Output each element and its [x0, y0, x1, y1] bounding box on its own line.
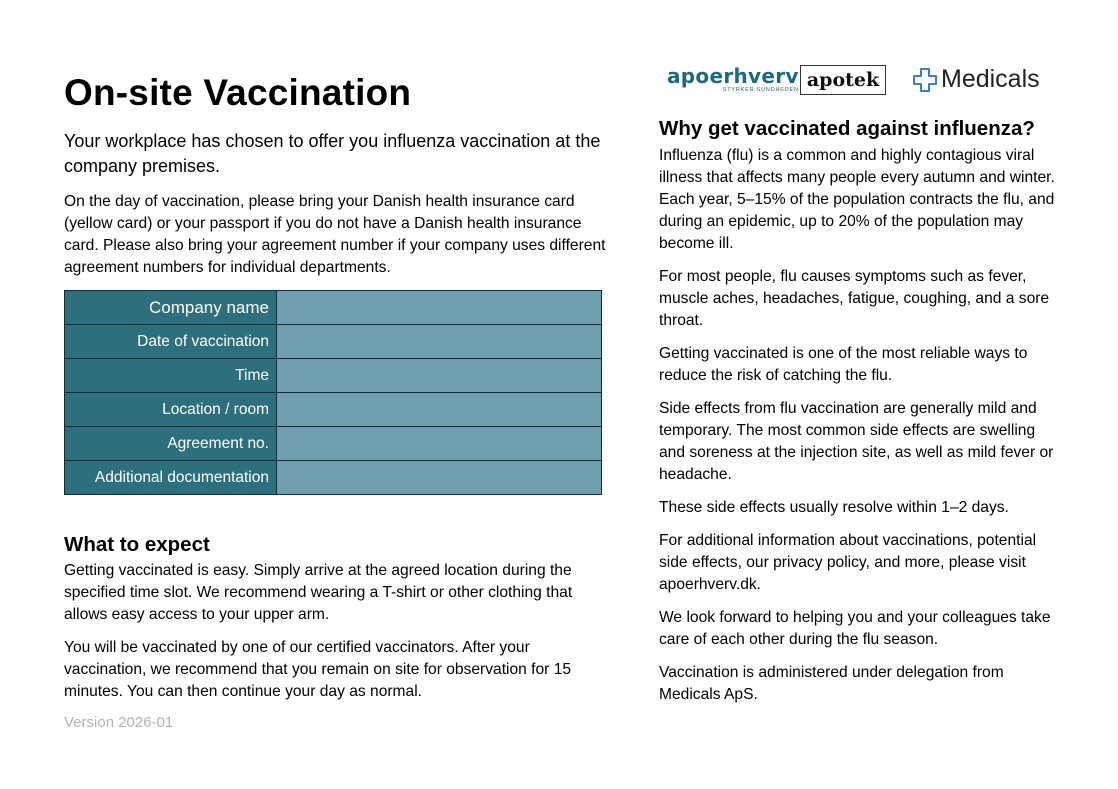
logo-bar [659, 62, 1059, 102]
why-paragraph: Influenza (flu) is a common and highly contagious viral illness that affects many people every autumn and winter. Each year, 5–15% of the population contracts the flu, and during an epidemic, up to 20% of the population may become ill. [659, 147, 1055, 252]
what-to-expect-heading: What to expect [64, 533, 210, 556]
table-row [65, 325, 602, 359]
company-name-label: Company name [65, 291, 277, 325]
what-to-expect-section [64, 560, 616, 714]
medicals-logo-text: Medicals [941, 65, 1040, 93]
apoerhverv-logo [667, 64, 799, 93]
why-paragraph: For additional information about vaccinations, potential side effects, our privacy policy, and more, please visit apoerhverv.dk. [659, 532, 1037, 593]
page-title: On-site Vaccination [64, 72, 412, 113]
why-vaccinate-section [659, 145, 1059, 717]
time-field[interactable] [277, 359, 602, 393]
agreement-no-field[interactable] [277, 427, 602, 461]
table-row [65, 427, 602, 461]
why-paragraph: Side effects from flu vaccination are generally mild and temporary. The most common side effects are swelling and soreness at the injection site, as well as mild fever or headache. [659, 400, 1054, 483]
why-paragraph: We look forward to helping you and your colleagues take care of each other during the flu season. [659, 609, 1051, 648]
version-label: Version 2026-01 [64, 714, 174, 731]
why-paragraph: These side effects usually resolve within 1–2 days. [659, 499, 1009, 516]
additional-documentation-label: Additional documentation [65, 461, 277, 495]
apoerhverv-tagline: STYRKER SUNDHEDEN [722, 87, 799, 93]
table-row [65, 393, 602, 427]
bring-documents-text: On the day of vaccination, please bring your Danish health insurance card (yellow card) or your passport if you do not have a Danish health insurance card. Please also bring your agreement number if your company uses different agreement numbers for individual departments. [64, 193, 606, 276]
why-vaccinate-heading: Why get vaccinated against influenza? [659, 117, 1035, 140]
apotek-logo: apotek [800, 65, 886, 95]
intro-text: Your workplace has chosen to offer you influenza vaccination at the company premises. [64, 131, 601, 176]
date-of-vaccination-field[interactable] [277, 325, 602, 359]
location-room-label: Location / room [65, 393, 277, 427]
expect-paragraph: You will be vaccinated by one of our certified vaccinators. After your vaccination, we recommend that you remain on site for observation for 15 minutes. You can then continue your day as normal. [64, 639, 572, 700]
location-room-field[interactable] [277, 393, 602, 427]
additional-documentation-field[interactable] [277, 461, 602, 495]
table-row [65, 291, 602, 325]
why-paragraph: For most people, flu causes symptoms such as fever, muscle aches, headaches, fatigue, coughing, and a sore throat. [659, 268, 1050, 329]
medical-cross-icon [913, 68, 937, 92]
time-label: Time [65, 359, 277, 393]
apoerhverv-logo-text: apoerhverv [667, 64, 799, 88]
table-row [65, 359, 602, 393]
expect-paragraph: Getting vaccinated is easy. Simply arrive at the agreed location during the specified time slot. We recommend wearing a T-shirt or other clothing that allows easy access to your upper arm. [64, 562, 573, 623]
why-paragraph: Vaccination is administered under delegation from Medicals ApS. [659, 664, 1004, 703]
company-name-field[interactable] [277, 291, 602, 325]
date-of-vaccination-label: Date of vaccination [65, 325, 277, 359]
table-row [65, 461, 602, 495]
vaccination-info-table [64, 290, 602, 495]
agreement-no-label: Agreement no. [65, 427, 277, 461]
why-paragraph: Getting vaccinated is one of the most reliable ways to reduce the risk of catching the flu. [659, 345, 1028, 384]
